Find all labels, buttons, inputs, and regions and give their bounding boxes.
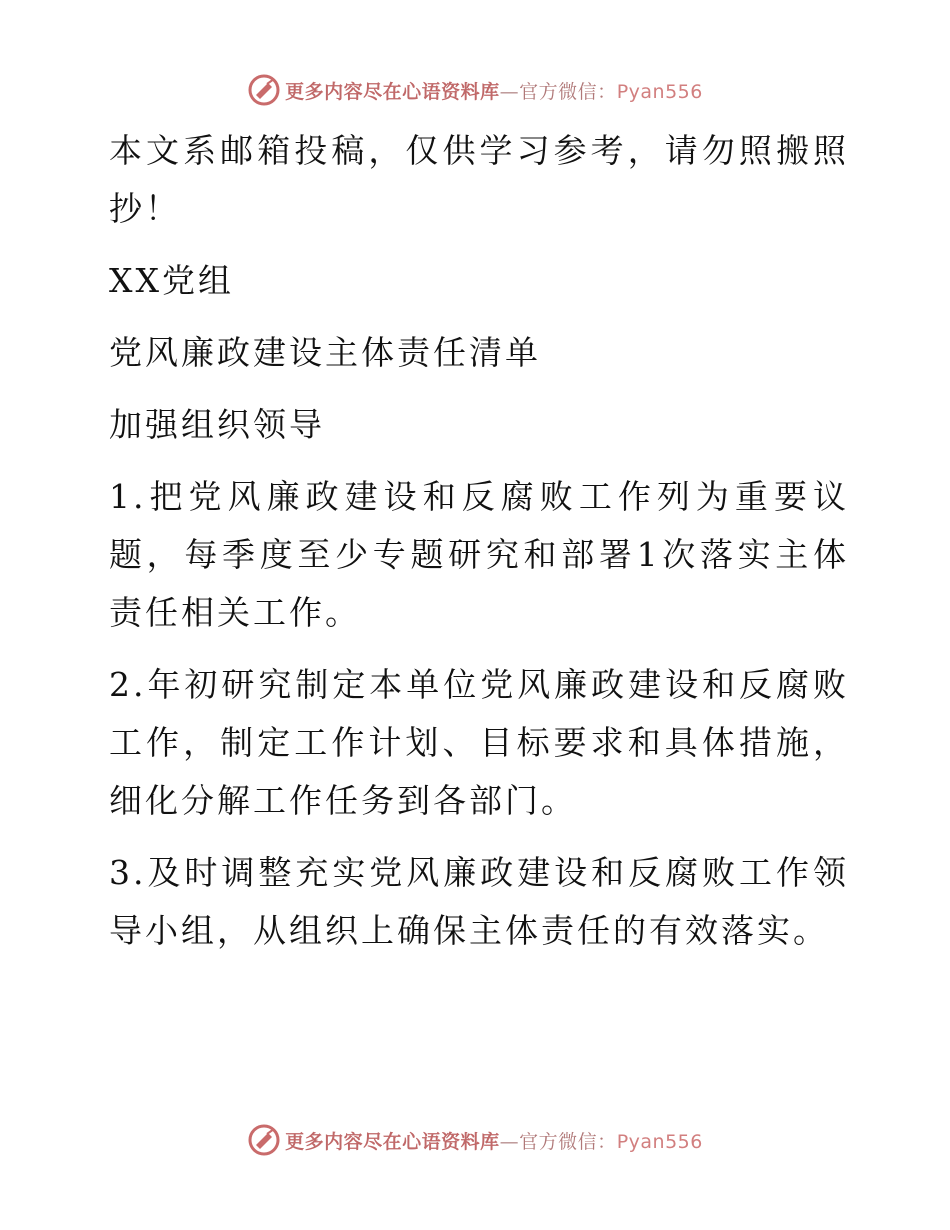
document-body — [97, 122, 849, 960]
watermark-label: 官方微信： — [519, 1130, 617, 1153]
brand-logo-icon — [247, 1123, 281, 1157]
watermark-text — [285, 1127, 703, 1154]
list-item: 2.年初研究制定本单位党风廉政建设和反腐败工作，制定工作计划、目标要求和具体措施，细化分解工作任务到各部门。 — [109, 665, 849, 820]
watermark-separator: — — [499, 80, 520, 103]
watermark-account: Pyan556 — [616, 80, 703, 103]
list-item: 1.把党风廉政建设和反腐败工作列为重要议题，每季度至少专题研究和部署1次落实主体责任相关工作。 — [109, 477, 849, 632]
disclaimer-paragraph: 本文系邮箱投稿，仅供学习参考，请勿照搬照抄！ — [109, 131, 849, 228]
footer-watermark — [0, 1120, 950, 1160]
watermark-brand: 更多内容尽在心语资料库 — [285, 80, 500, 103]
org-name: XX党组 — [109, 261, 234, 300]
brand-logo-icon — [247, 73, 281, 107]
header-watermark — [0, 70, 950, 110]
watermark-account: Pyan556 — [616, 1130, 703, 1153]
list-item: 3.及时调整充实党风廉政建设和反腐败工作领导小组，从组织上确保主体责任的有效落实。 — [109, 853, 849, 950]
document-title: 党风廉政建设主体责任清单 — [109, 333, 541, 372]
watermark-text — [285, 77, 703, 104]
watermark-brand: 更多内容尽在心语资料库 — [285, 1130, 500, 1153]
section-heading: 加强组织领导 — [109, 405, 325, 444]
watermark-label: 官方微信： — [519, 80, 617, 103]
watermark-separator: — — [499, 1130, 520, 1153]
